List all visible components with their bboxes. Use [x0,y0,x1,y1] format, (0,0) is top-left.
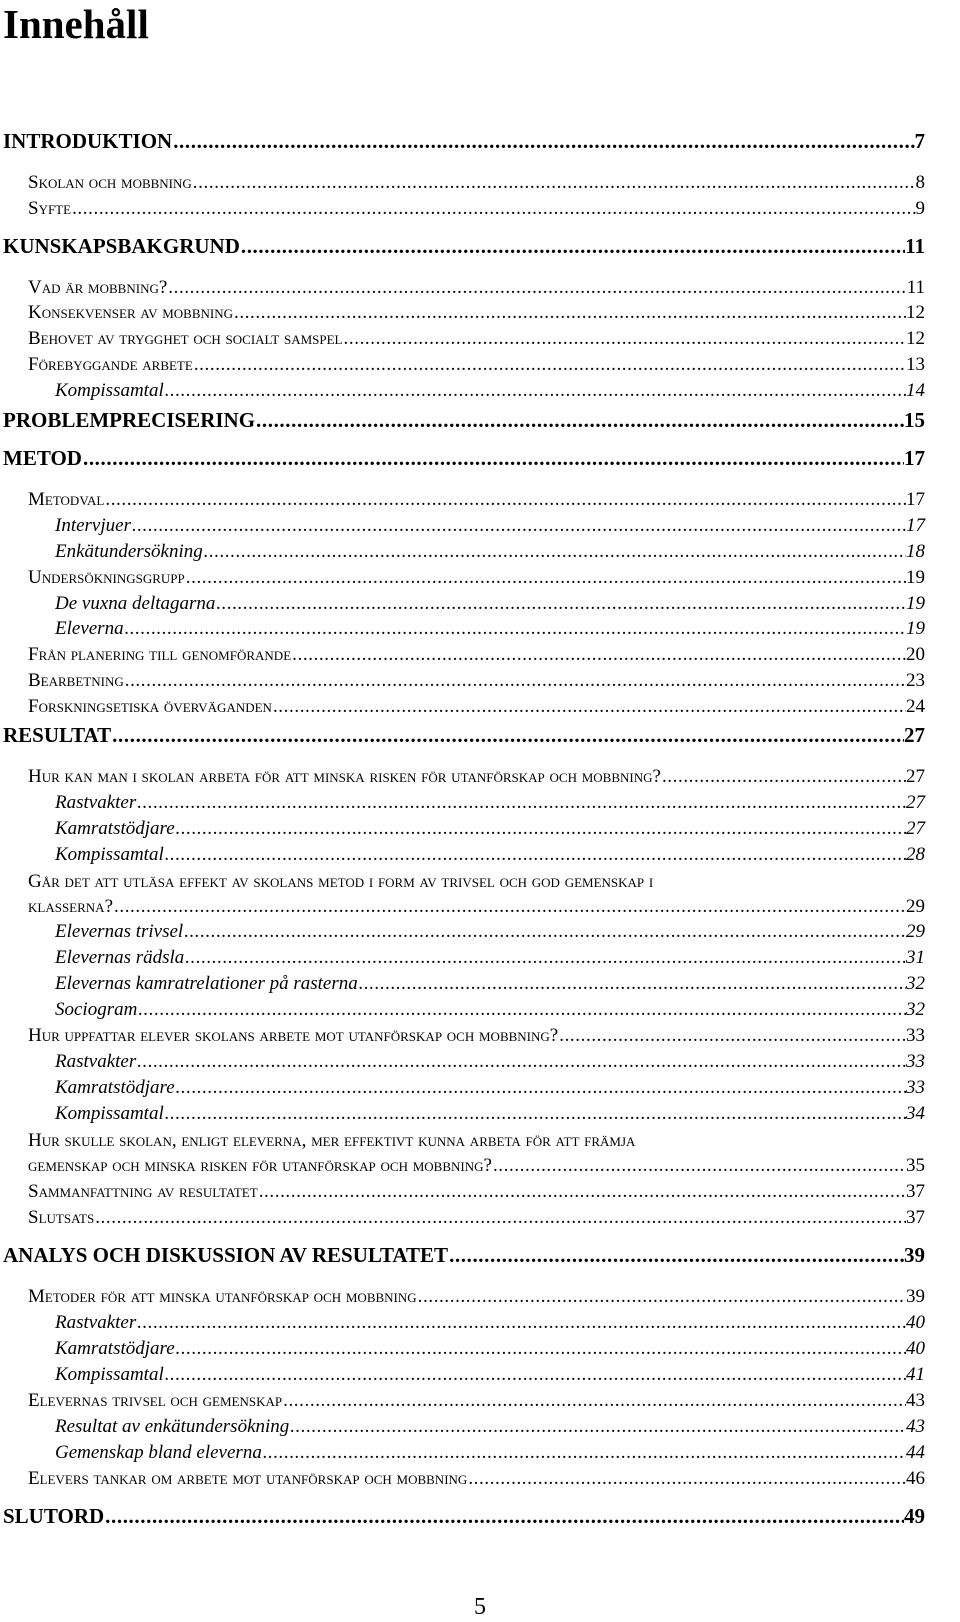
toc-entry-page: 28 [906,844,925,865]
toc-leader [215,593,906,615]
toc-leader [175,1077,906,1099]
toc-entry[interactable] [28,1177,925,1203]
toc-entry[interactable] [55,1438,925,1464]
toc-entry-page: 44 [906,1442,925,1463]
toc-leader [183,921,906,943]
toc-entry[interactable] [55,511,925,537]
toc-entry-page: 33 [906,1025,925,1046]
toc-entry-label: Slutsats [28,1207,95,1228]
toc-leader [82,446,904,471]
toc-entry-label: Sammanfattning av resultatet [28,1181,258,1202]
toc-entry[interactable] [55,1334,925,1360]
toc-leader [291,644,906,666]
toc-entry-page: 29 [906,896,925,917]
toc-leader [467,1468,906,1490]
toc-entry[interactable] [55,788,925,814]
toc-entry-label: De vuxna deltagarna [55,593,216,614]
toc-entry-label: Kamratstödjare [55,1077,175,1098]
toc-leader [164,1103,906,1125]
toc-entry-page: 8 [915,172,925,193]
toc-entry-page: 18 [906,541,925,562]
toc-leader [289,1416,906,1438]
toc-entry-label: Skolan och mobbning [28,172,192,193]
toc-leader [111,723,904,748]
toc-leader [131,515,906,537]
toc-entry[interactable] [28,563,925,589]
toc-entry-label: Resultat av enkätundersökning [55,1416,290,1437]
toc-leader [175,1338,906,1360]
page-title: Innehåll [3,1,149,47]
toc-entry-label: PROBLEMPRECISERING [3,408,256,432]
toc-entry-label: Syfte [28,198,72,219]
toc-entry-label: Kompissamtal [55,1364,164,1385]
toc-entry-label: Konsekvenser av mobbning [28,302,233,323]
toc-entry[interactable] [28,692,925,718]
toc-entry-page: 19 [906,618,925,639]
toc-entry-page: 41 [906,1364,925,1385]
toc-entry-page: 32 [906,999,925,1020]
toc-entry[interactable] [28,1125,925,1177]
toc-entry[interactable] [28,1464,925,1490]
toc-leader [164,380,906,402]
toc-leader [262,1442,906,1464]
toc-entry-page: 23 [906,670,925,691]
toc-entry[interactable] [3,407,925,433]
toc-entry-page: 17 [904,446,925,470]
toc-entry-page: 20 [906,644,925,665]
toc-entry-page: 14 [906,380,925,401]
toc-entry[interactable] [3,1503,925,1529]
toc-entry-page: 33 [906,1051,925,1072]
toc-entry-page: 40 [906,1312,925,1333]
toc-entry-label: Elevernas rädsla [55,947,185,968]
toc-entry-label: Elevernas trivsel [55,921,184,942]
toc-entry[interactable] [3,1242,925,1268]
toc-leader [193,354,906,376]
toc-entry[interactable] [28,1386,925,1412]
toc-entry[interactable] [55,995,925,1021]
toc-entry-label: Förebyggande arbete [28,354,193,375]
toc-entry[interactable] [55,917,925,943]
toc-entry-page: 24 [906,696,925,717]
toc-entry-label: Kamratstödjare [55,1338,175,1359]
toc-entry-label: Hur uppfattar elever skolans arbete mot utanförskap och mobbning? [28,1025,559,1046]
toc-entry-page: 11 [905,234,925,258]
toc-entry-label: Rastvakter [55,792,137,813]
toc-entry-label: Metoder för att minska utanförskap och mobbning [28,1286,417,1307]
toc-leader [448,1243,904,1268]
toc-entry-page: 40 [906,1338,925,1359]
toc-leader [192,172,916,194]
toc-leader [358,973,906,995]
toc-entry-label-continued: klasserna? [28,896,113,917]
toc-entry-label: Rastvakter [55,1312,137,1333]
toc-entry-label: Forskningsetiska överväganden [28,696,272,717]
toc-entry[interactable] [28,866,925,918]
toc-entry[interactable] [28,194,925,220]
toc-entry-page: 27 [906,766,925,787]
toc-entry-label: Går det att utläsa effekt av skolans metod i form av trivsel och god gemenskap i [28,871,654,892]
toc-leader [343,328,906,350]
toc-entry-label: INTRODUKTION [3,129,173,153]
toc-leader [255,408,904,433]
toc-entry-label: Elevers tankar om arbete mot utanförskap och mobbning [28,1468,468,1489]
toc-entry-page: 31 [906,947,925,968]
toc-entry[interactable] [55,589,925,615]
toc-entry[interactable] [28,1282,925,1308]
toc-entry-label: Undersökningsgrupp [28,567,185,588]
toc-entry[interactable] [28,324,925,350]
toc-entry-label: Enkätundersökning [55,541,203,562]
toc-entry[interactable] [3,233,925,259]
toc-entry[interactable] [3,445,925,471]
toc-entry-label: Från planering till genomförande [28,644,292,665]
toc-entry-page: 32 [906,973,925,994]
toc-entry-page: 9 [915,198,925,219]
toc-entry[interactable] [55,969,925,995]
toc-leader [164,1364,906,1386]
toc-leader [172,129,914,154]
toc-entry-label: METOD [3,446,82,470]
toc-entry-label: Intervjuer [55,515,131,536]
toc-entry-page: 35 [906,1155,925,1176]
toc-leader [417,1286,906,1308]
toc-leader [661,766,906,788]
toc-entry-label: Elevernas trivsel och gemenskap [28,1390,283,1411]
toc-leader [113,896,906,918]
toc-entry-page: 43 [906,1416,925,1437]
toc-entry-label: Hur kan man i skolan arbeta för att minska risken för utanförskap och mobbning? [28,766,661,787]
toc-leader [136,1312,906,1334]
toc-entry-label: Behovet av trygghet och socialt samspel [28,328,343,349]
toc-entry-page: 37 [906,1207,925,1228]
toc-entry[interactable] [3,722,925,748]
toc-entry-page: 12 [906,328,925,349]
toc-entry-label: Vad är mobbning? [28,277,168,298]
toc-leader [175,818,906,840]
toc-entry[interactable] [55,840,925,866]
toc-entry[interactable] [28,298,925,324]
toc-leader [124,670,906,692]
toc-entry[interactable] [28,168,925,194]
toc-leader [258,1181,906,1203]
toc-entry[interactable] [28,1203,925,1229]
toc-entry-page: 33 [906,1077,925,1098]
toc-leader [71,198,915,220]
toc-entry-page: 34 [906,1103,925,1124]
toc-entry[interactable] [28,666,925,692]
toc-leader [282,1390,906,1412]
toc-leader [184,947,906,969]
toc-entry[interactable] [55,614,925,640]
toc-leader [233,302,906,324]
toc-entry[interactable] [28,485,925,511]
toc-entry-page: 19 [906,593,925,614]
toc-entry-page: 17 [906,515,925,536]
toc-leader [137,999,906,1021]
toc-leader [185,567,906,589]
toc-leader [240,234,905,259]
toc-entry-page: 13 [906,354,925,375]
toc-entry[interactable] [55,1073,925,1099]
toc-entry-label-continued: gemenskap och minska risken för utanförskap och mobbning? [28,1155,492,1176]
toc-leader [272,696,906,718]
toc-entry-label: ANALYS OCH DISKUSSION AV RESULTATET [3,1243,449,1267]
toc-leader [203,541,906,563]
toc-entry[interactable] [55,814,925,840]
toc-entry-page: 19 [906,567,925,588]
toc-leader [124,618,906,640]
toc-entry-page: 27 [904,723,925,747]
toc-entry-page: 7 [914,129,925,153]
toc-entry[interactable] [28,1021,925,1047]
toc-entry[interactable] [55,943,925,969]
toc-entry-label: RESULTAT [3,723,112,747]
toc-entry[interactable] [55,1308,925,1334]
toc-entry-page: 12 [906,302,925,323]
toc-entry-page: 49 [904,1504,925,1528]
toc-entry-label: Kompissamtal [55,380,164,401]
toc-entry-label: Kompissamtal [55,1103,164,1124]
toc-entry-label: Kamratstödjare [55,818,175,839]
toc-entry-page: 43 [906,1390,925,1411]
toc-leader [164,844,906,866]
toc-leader [558,1025,906,1047]
toc-entry-label: SLUTORD [3,1504,105,1528]
toc-entry[interactable] [3,128,925,154]
toc-entry-page: 37 [906,1181,925,1202]
toc-entry-page: 27 [906,792,925,813]
toc-entry[interactable] [55,1099,925,1125]
toc-entry-label: Kompissamtal [55,844,164,865]
toc-entry[interactable] [55,1360,925,1386]
toc-entry[interactable] [28,273,925,299]
toc-leader [136,792,906,814]
toc-entry-page: 39 [904,1243,925,1267]
toc-entry-page: 27 [906,818,925,839]
toc-entry-label: Metodval [28,489,105,510]
toc-entry-label: Sociogram [55,999,138,1020]
toc-entry-label: Bearbetning [28,670,124,691]
toc-entry-label: Eleverna [55,618,124,639]
toc-leader [94,1207,906,1229]
toc-entry[interactable] [55,1047,925,1073]
toc-entry[interactable] [28,640,925,666]
toc-entry-label: Rastvakter [55,1051,137,1072]
toc-entry[interactable] [28,350,925,376]
toc-entry[interactable] [55,376,925,402]
toc-entry[interactable] [55,1412,925,1438]
toc-entry-page: 11 [906,277,925,298]
toc-entry-page: 29 [906,921,925,942]
toc-entry[interactable] [28,762,925,788]
toc-leader [492,1155,906,1177]
toc-entry[interactable] [55,537,925,563]
toc-entry-label: Hur skulle skolan, enligt eleverna, mer effektivt kunna arbeta för att främja [28,1130,636,1151]
toc-entry-label: Gemenskap bland eleverna [55,1442,262,1463]
toc-leader [104,489,906,511]
toc-entry-label: Elevernas kamratrelationer på rasterna [55,973,358,994]
toc-leader [104,1504,904,1529]
toc-entry-page: 46 [906,1468,925,1489]
toc-entry-label: KUNSKAPSBAKGRUND [3,234,240,258]
toc-leader [167,277,906,299]
toc-entry-page: 15 [904,408,925,432]
toc-entry-page: 17 [906,489,925,510]
page-number: 5 [474,1594,486,1620]
toc-leader [136,1051,906,1073]
toc-entry-page: 39 [906,1286,925,1307]
